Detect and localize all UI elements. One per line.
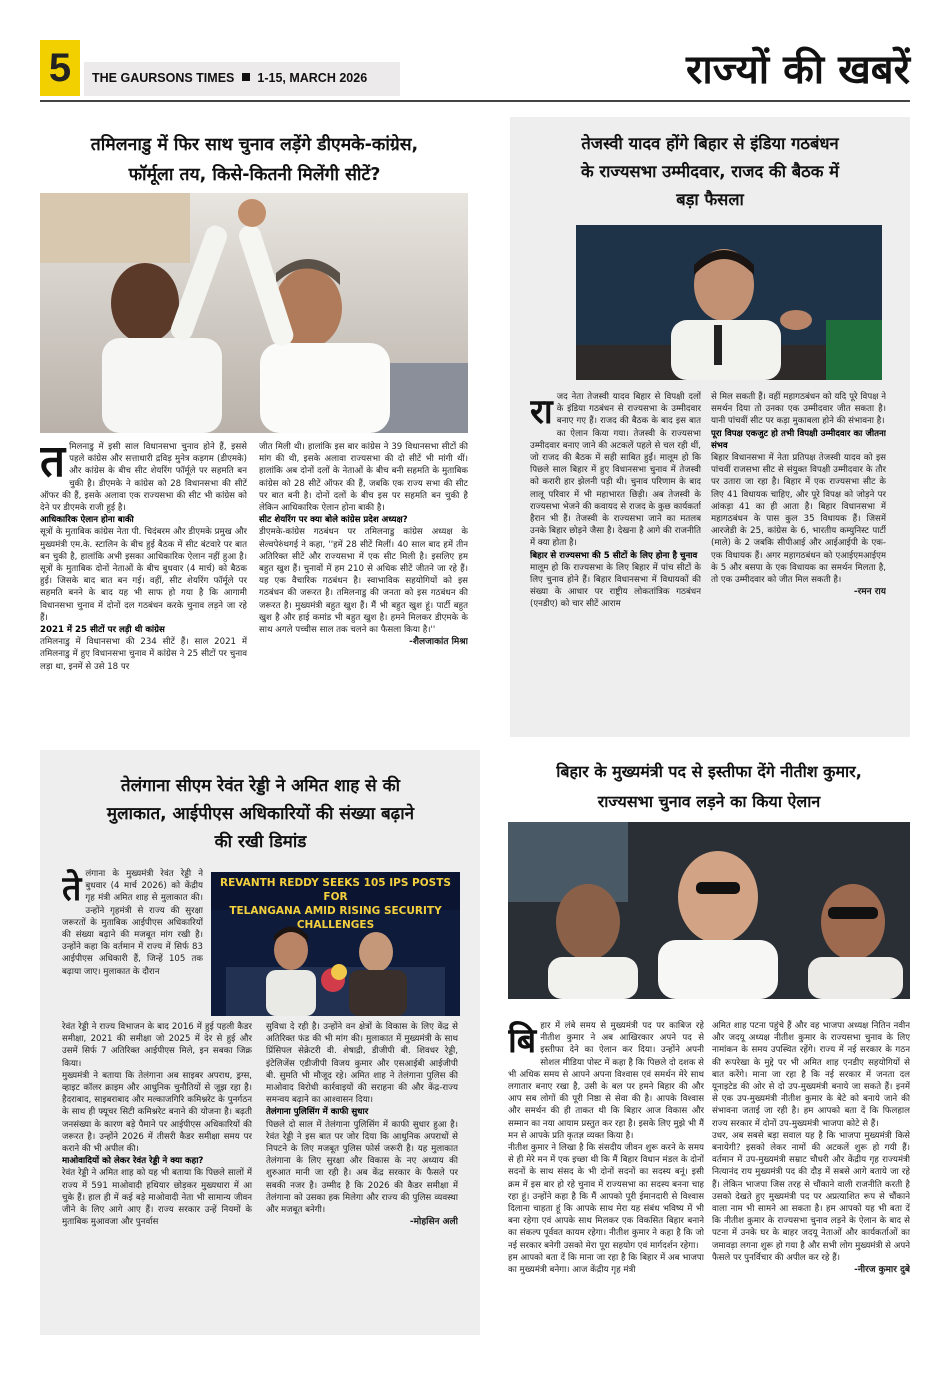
article-paragraph: से मिल सकती हैं। वहीं महागठबंधन को यदि पूरे विपक्ष ने समर्थन दिया तो उनका एक उम्मीदवार जीत सकता है। यानी पांचवीं सीट पर कड़ा मुकाबला होने की संभावना है। xyxy=(711,392,886,427)
article-paragraph: मिलनाडु में इसी साल विधानसभा चुनाव होने हैं, इससे पहले कांग्रेस और सत्ताधारी द्रविड़ मुनेत्र कड़गम (डीएमके) और कांग्रेस के बीच सीट शेयरिंग फॉर्मूले पर सहमति बन चुकी है। डीएमके ने कांग्रेस को 28 विधानसभा की सीटें ऑफर की हैं, इसके अलावा एक राज्यसभा की सीट भी कांग्रेस को देने पर डीएमके राजी हुई है। xyxy=(40,442,247,514)
article-paragraph: रेवंत रेड्डी ने अमित शाह को यह भी बताया कि पिछले सालों में राज्य में 591 माओवादी हथियार छोड़कर मुख्यधारा में आ चुके हैं। हाल ही में कई बड़े माओवादी नेता भी सामान्य जीवन जीने के लिए आगे आए हैं। राज्य सरकार उन्हें नियमों के मुताबिक मुआवजा और पुनर्वास xyxy=(62,1168,252,1228)
tamilnadu-column-2 xyxy=(259,441,468,730)
telangana-intro xyxy=(62,868,203,1014)
drop-cap: रा xyxy=(530,392,553,432)
tejashwi-photo xyxy=(576,225,882,380)
telangana-column-2 xyxy=(266,1021,458,1329)
tejashwi-column-1 xyxy=(530,391,701,721)
article-paragraph: हम आपको बता दें कि माना जा रहा है कि बिहार में अब भाजपा का मुख्यमंत्री बनेगा। आज केंद्रीय गृह मंत्री xyxy=(508,1252,704,1276)
byline: -नीरज कुमार दुबे xyxy=(854,1265,910,1276)
masthead xyxy=(92,71,367,85)
article-paragraph: हार में लंबे समय से मुख्यमंत्री पद पर काबिज रहे नीतीश कुमार ने अब आखिरकार अपने पद से इस्तीफा देने का ऐलान कर दिया। उन्होंने अपनी सोशल मीडिया पोस्ट में कहा है कि पिछले दो दशक से भी अधिक समय से आपने अपना विश्वास एवं समर्थन मेरे साथ लगातार बनाए रखा है, उसी के बल पर हमने बिहार की और आप सब लोगों की पूरी निष्ठा से सेवा की है। आपके विश्वास और समर्थन की ही ताकत थी कि बिहार आज विकास और सम्मान का नया आयाम प्रस्तुत कर रहा है। इसके लिए मुझे भी मैं मन से आपके प्रति कृतज्ञ व्यक्त किया है। xyxy=(508,1021,704,1141)
telangana-column-1 xyxy=(62,1021,252,1306)
tejashwi-headline xyxy=(515,130,905,214)
tejashwi-headline-line: के राज्यसभा उम्मीदवार, राजद की बैठक में xyxy=(580,162,840,181)
telangana-headline-line: मुलाकात, आईपीएस अधिकारियों की संख्या बढ़ाने xyxy=(106,804,415,824)
byline: -शैलजाकांत मिश्रा xyxy=(409,637,468,648)
subheading: आधिकारिक ऐलान होना बाकी xyxy=(40,515,134,526)
article-paragraph: रेवंत रेड्डी ने राज्य विभाजन के बाद 2016 में हुई पहली कैडर समीक्षा, 2021 की समीक्षा जो 2025 में देर से हुई और उसमें सिर्फ 7 अतिरिक्त आईपीएस मिले, इन सबका जिक्र किया। xyxy=(62,1022,252,1069)
telangana-headline-line: की रखी डिमांड xyxy=(214,832,307,852)
drop-cap: बि xyxy=(508,1021,537,1061)
article-paragraph: तमिलनाडु में विधानसभा की 234 सीटें हैं। साल 2021 में तमिलनाडु में हुए विधानसभा चुनाव में कांग्रेस ने 25 सीटों पर चुनाव लड़ा था, इनमें से उसे 18 पर xyxy=(40,637,247,672)
tamilnadu-headline-line: फॉर्मूला तय, किसे-कितनी मिलेंगी सीटें? xyxy=(128,165,381,185)
article-paragraph: बिहार विधानसभा में नेता प्रतिपक्ष तेजस्वी यादव को इस पांचवीं राजसभा सीट से संयुक्त विपक्षी उम्मीदवार के तौर पर उतारा जा रहा है। बिहार में एक राज्यसभा सीट के लिए 41 विधायक चाहिए, और पूरे विपक्ष को जोड़ने पर आंकड़ा 41 का ही आता है। बिहार विधानसभा में महागठबंधन के पास कुल 35 विधायक हैं। जिसमें आरजेडी के 25, कांग्रेस के 6, भारतीय कम्युनिस्ट पार्टी (माले) के 2 जबकि सीपीआई और आईआईपी के एक-एक विधायक हैं। अगर महागठबंधन को एआईएमआईएम के 5 और बसपा के एक विधायक का समर्थन मिलता है, तो एक उम्मीदवार को जीत मिल सकती है। xyxy=(711,453,886,586)
tejashwi-headline-line: बड़ा फैसला xyxy=(676,190,744,209)
article-paragraph: पिछले दो साल में तेलंगाना पुलिसिंग में काफी सुधार हुआ है। रेवंत रेड्डी ने इस बात पर जोर दिया कि आधुनिक अपराधों से निपटने के लिए मजबूत पुलिस फोर्स जरूरी है। यह मुलाकात तेलंगाना के लिए सुरक्षा और विकास के नए अध्याय की शुरुआत मानी जा रही है। अब केंद्र सरकार के फैसले पर सबकी नजर है। उम्मीद है कि 2026 की कैडर समीक्षा में तेलंगाना को उसका हक मिलेगा और राज्य की पुलिस व्यवस्था और मजबूत बनेगी। xyxy=(266,1119,458,1216)
nitish-kumar-photo xyxy=(508,822,910,999)
telangana-headline-line: तेलंगाना सीएम रेवंत रेड्डी ने अमित शाह से की xyxy=(120,776,401,796)
tamilnadu-photo xyxy=(40,193,468,433)
tamilnadu-headline-line: तमिलनाडु में फिर साथ चुनाव लड़ेंगे डीएमके-कांग्रेस, xyxy=(90,135,419,155)
article-paragraph: अमित शाह पटना पहुंचे हैं और वह भाजपा अध्यक्ष नितिन नवीन और जदयू अध्यक्ष नीतीश कुमार के राज्यसभा चुनाव के लिए नामांकन के समय उपस्थित रहेंगे। राज्य में नई सरकार के गठन की रूपरेखा के मुद्दे पर भी अमित शाह एनडीए सहयोगियों से बात करेंगे। माना जा रहा है कि नई सरकार में जनता दल यूनाइटेड की ओर से दो उप-मुख्यमंत्री बनाये जा सकते हैं। इनमें से एक उप-मुख्यमंत्री नीतीश कुमार के बेटे को बनाये जाने की संभावना जताई जा रही है। हम आपको बता दें कि फिलहाल राज्य सरकार में दोनों उप-मुख्यमंत्री भाजपा कोटे से हैं। xyxy=(712,1021,910,1129)
photo-caption-line: TELANGANA AMID RISING SECURITY CHALLENGES xyxy=(229,905,442,931)
publication-name: THE GAURSONS TIMES xyxy=(92,71,235,85)
nitish-headline-line: बिहार के मुख्यमंत्री पद से इस्तीफा देंगे नीतीश कुमार, xyxy=(556,762,862,781)
tejashwi-yadav-photo xyxy=(576,225,882,380)
nitish-photo xyxy=(508,822,910,999)
header-rule xyxy=(40,100,910,102)
issue-date: 1-15, MARCH 2026 xyxy=(257,71,368,85)
tejashwi-headline-line: तेजस्वी यादव होंगे बिहार से इंडिया गठबंधन xyxy=(581,134,839,153)
nitish-headline xyxy=(508,757,910,817)
telangana-photo-caption xyxy=(215,876,456,932)
article-paragraph: जद नेता तेजस्वी यादव बिहार से विपक्षी दलों के इंडिया गठबंधन से राज्यसभा के उम्मीदवार बनाए गए हैं। राजद की बैठक के बाद इस बात का ऐलान किया गया। तेजस्वी के राज्यसभा उम्मीदवार बनाए जाने की अटकलें पहले से चल रही थीं, जो राजद की बैठक में सही साबित हुईं। मालूम हो कि पिछले साल बिहार में हुए विधानसभा चुनाव में तेजस्वी को करारी हार झेलनी पड़ी थी। चुनाव परिणाम के बाद लालू परिवार में भी महाभारत छिड़ी। अब तेजस्वी के राज्यसभा भेजने की कवायद से राजद के कुछ कार्यकर्ता हैरान भी हैं। तेजस्वी के राज्यसभा जाने का मतलब उनके बिहार छोड़ने जैसा है। देखना है आगे की राजनीति में क्या होता है। xyxy=(530,392,701,549)
section-title: राज्यों की खबरें xyxy=(685,46,910,93)
article-paragraph: नीतीश कुमार ने लिखा है कि संसदीय जीवन शुरू करने के समय से ही मेरे मन में एक इच्छा थी कि मैं बिहार विधान मंडल के दोनों सदनों के साथ संसद के भी दोनों सदनों का सदस्य बनूं। इसी क्रम में इस बार हो रहे चुनाव में राज्यसभा का सदस्य बनना चाह रहा हूं। उन्होंने कहा है कि मैं आपको पूरी ईमानदारी से विश्वास दिलाना चाहता हूं कि आपके साथ मेरा यह संबंध भविष्य में भी बना रहेगा एवं आपके साथ मिलकर एक विकसित बिहार बनाने का संकल्प पूर्ववत कायम रहेगा। नीतीश कुमार ने कहा है कि जो नई सरकार बनेगी उसको मेरा पूरा सहयोग एवं मार्गदर्शन रहेगा। xyxy=(508,1143,704,1251)
subheading: तेलंगाना पुलिसिंग में काफी सुधार xyxy=(266,1107,369,1118)
article-paragraph: डीएमके-कांग्रेस गठबंधन पर तमिलनाडु कांग्रेस अध्यक्ष के सेल्वपेरुंथगई ने कहा, ''हमें 28 सीटें मिलीं। 40 साल बाद हमें तीन अतिरिक्त सीटें और राज्यसभा में एक सीट मिली है। इसलिए हम बहुत खुश हैं। चुनावों में हम 210 से अधिक सीटें जीतने जा रहे हैं। यह एक वैचारिक गठबंधन है। स्वाभाविक सहयोगियों को इस गठबंधन की जरूरत है। तमिलनाडु की जनता को इस गठबंधन की जरूरत है। मुख्यमंत्री बहुत खुश हैं। मैं भी बहुत खुश हूं। पार्टी बहुत खुश है और हाई कमांड भी बहुत खुश है। हमने मिलकर डीएमके के साथ अगले पच्चीस साल तक चलने का फैसला किया है।'' xyxy=(259,527,468,636)
nitish-headline-line: राज्यसभा चुनाव लड़ने का किया ऐलान xyxy=(597,792,821,811)
telangana-headline xyxy=(48,772,473,856)
subheading: पूरा विपक्ष एकजुट हो तभी विपक्षी उम्मीदवार का जीतना संभव xyxy=(711,428,886,451)
article-paragraph: जीत मिली थी। हालांकि इस बार कांग्रेस ने 39 विधानसभा सीटों की मांग की थी, इसके अलावा राज्यसभा की दो सीटें भी मांगी थीं। हालांकि अब दोनों दलों के नेताओं के बीच बनी सहमति के मुताबिक कांग्रेस को 28 सीटें ऑफर की हैं, जबकि एक राज्य सभा की सीट पर बात बनी है। दोनों दलों के बीच इस पर सहमति बन चुकी है लेकिन आधिकारिक ऐलान होना बाकी है। xyxy=(259,442,468,514)
article-paragraph: सुविधा दे रही है। उन्होंने वन क्षेत्रों के विकास के लिए केंद्र से अतिरिक्त फंड की भी मांग की। मुलाकात में मुख्यमंत्री के साथ प्रिंसिपल सेक्रेटरी वी. शेषाद्री, डीजीपी बी. शिवधर रेड्डी, इंटेलिजेंस एडीजीपी विजय कुमार और एसआईबी आईजीपी बी. सुमति भी मौजूद रहे। अमित शाह ने तेलंगाना पुलिस की माओवाद विरोधी कार्रवाइयों की सराहना की और केंद्र-राज्य समन्वय बढ़ाने का आश्वासन दिया। xyxy=(266,1022,458,1106)
byline: -रमन राय xyxy=(853,587,886,598)
nitish-column-1 xyxy=(508,1020,704,1358)
subheading: बिहार से राज्यसभा की 5 सीटों के लिए होना है चुनाव xyxy=(530,550,698,561)
stalin-rahul-photo xyxy=(40,193,468,433)
byline: -मोहसिन अली xyxy=(409,1217,458,1228)
tejashwi-column-2 xyxy=(711,391,886,721)
article-paragraph: मुख्यमंत्री ने बताया कि तेलंगाना अब साइबर अपराध, ड्रग्स, व्हाइट कॉलर क्राइम और आधुनिक चुनौतियों से जूझ रहा है। हैदराबाद, साइबराबाद और मल्काजगिरि कमिश्नरेट के पुनर्गठन के साथ ही फ्यूचर सिटी कमिश्नरेट बनाने की योजना है। बढ़ती जनसंख्या के कारण बड़े पैमाने पर आईपीएस अधिकारियों की जरूरत है। उन्होंने 2026 में तीसरी कैडर समीक्षा समय पर कराने की भी अपील की। xyxy=(62,1070,252,1155)
drop-cap: त xyxy=(40,441,66,487)
tamilnadu-headline xyxy=(42,130,467,190)
square-bullet-icon xyxy=(242,73,250,81)
article-paragraph: मालूम हो कि राज्यसभा के लिए बिहार में पांच सीटों के लिए चुनाव होने हैं। बिहार विधानसभा में विधायकों की संख्या के आधार पर राष्ट्रीय लोकतांत्रिक गठबंधन (एनडीए) को चार सीटें आराम xyxy=(530,562,701,610)
tamilnadu-column-1 xyxy=(40,441,247,730)
article-paragraph: उधर, अब सबसे बड़ा सवाल यह है कि भाजपा मुख्यमंत्री किसे बनायेगी? इसको लेकर नामों की अटकलें शुरू हो गयी हैं। वर्तमान में उप-मुख्यमंत्री सम्राट चौधरी और केंद्रीय गृह राज्यमंत्री नित्यानंद राय मुख्यमंत्री पद की दौड़ में सबसे आगे बताये जा रहे हैं। लेकिन भाजपा जिस तरह से चौंकाने वाली राजनीति करती है उसको देखते हुए मुख्यमंत्री पद पर अप्रत्याशित रूप से चौंकाने वाला नाम भी सामने आ सकता है। हम आपको यह भी बता दें कि नीतीश कुमार के राज्यसभा चुनाव लड़ने के ऐलान के बाद से पटना में उनके घर के बाहर जदयू नेताओं और कार्यकर्ताओं का जमावड़ा लगना शुरू हो गया है और सभी लोग मुख्यमंत्री से अपने फैसले पर पुनर्विचार की अपील कर रहे हैं। xyxy=(712,1130,910,1263)
nitish-column-2 xyxy=(712,1020,910,1358)
page-number: 5 xyxy=(40,40,80,96)
drop-cap: ते xyxy=(62,869,82,909)
photo-caption-line: REVANTH REDDY SEEKS 105 IPS POSTS FOR xyxy=(220,877,451,903)
subheading: माओवादियों को लेकर रेवंत रेड्डी ने क्या कहा? xyxy=(62,1156,204,1167)
article-paragraph: सूत्रों के मुताबिक कांग्रेस नेता पी. चिदंबरम और डीएमके प्रमुख और मुख्यमंत्री एम.के. स्टालिन के बीच हुई बैठक में सीट बंटवारे पर बात बन चुकी है, हालांकि अभी इसका आधिकारिक ऐलान नहीं हुआ है। सूत्रों के मुताबिक दोनों नेताओं के बीच बुधवार (4 मार्च) को बैठक हुई। जिसके बाद बात बन गई। वहीं, सीट शेयरिंग फॉर्मूले पर सहमति बनने के बाद यह भी साफ हो गया है कि आगामी विधानसभा चुनाव में दोनों दल गठबंधन करके चुनाव लड़ने जा रहे हैं। xyxy=(40,527,247,623)
subheading: सीट शेयरिंग पर क्या बोले कांग्रेस प्रदेश अध्यक्ष? xyxy=(259,515,408,526)
article-paragraph: लंगाना के मुख्यमंत्री रेवंत रेड्डी ने बुधवार (4 मार्च 2026) को केंद्रीय गृह मंत्री अमित शाह से मुलाकात की। उन्होंने गृहमंत्री से राज्य की सुरक्षा जरूरतों के मुताबिक आईपीएस अधिकारियों की संख्या बढ़ाने की मजबूत मांग रखी है। उन्होंने कहा कि वर्तमान में राज्य में सिर्फ 83 आईपीएस अधिकारी हैं, जिन्हें 105 तक बढ़ाया जाए। मुलाकात के दौरान xyxy=(62,869,203,977)
subheading: 2021 में 25 सीटों पर लड़ी थी कांग्रेस xyxy=(40,625,165,636)
